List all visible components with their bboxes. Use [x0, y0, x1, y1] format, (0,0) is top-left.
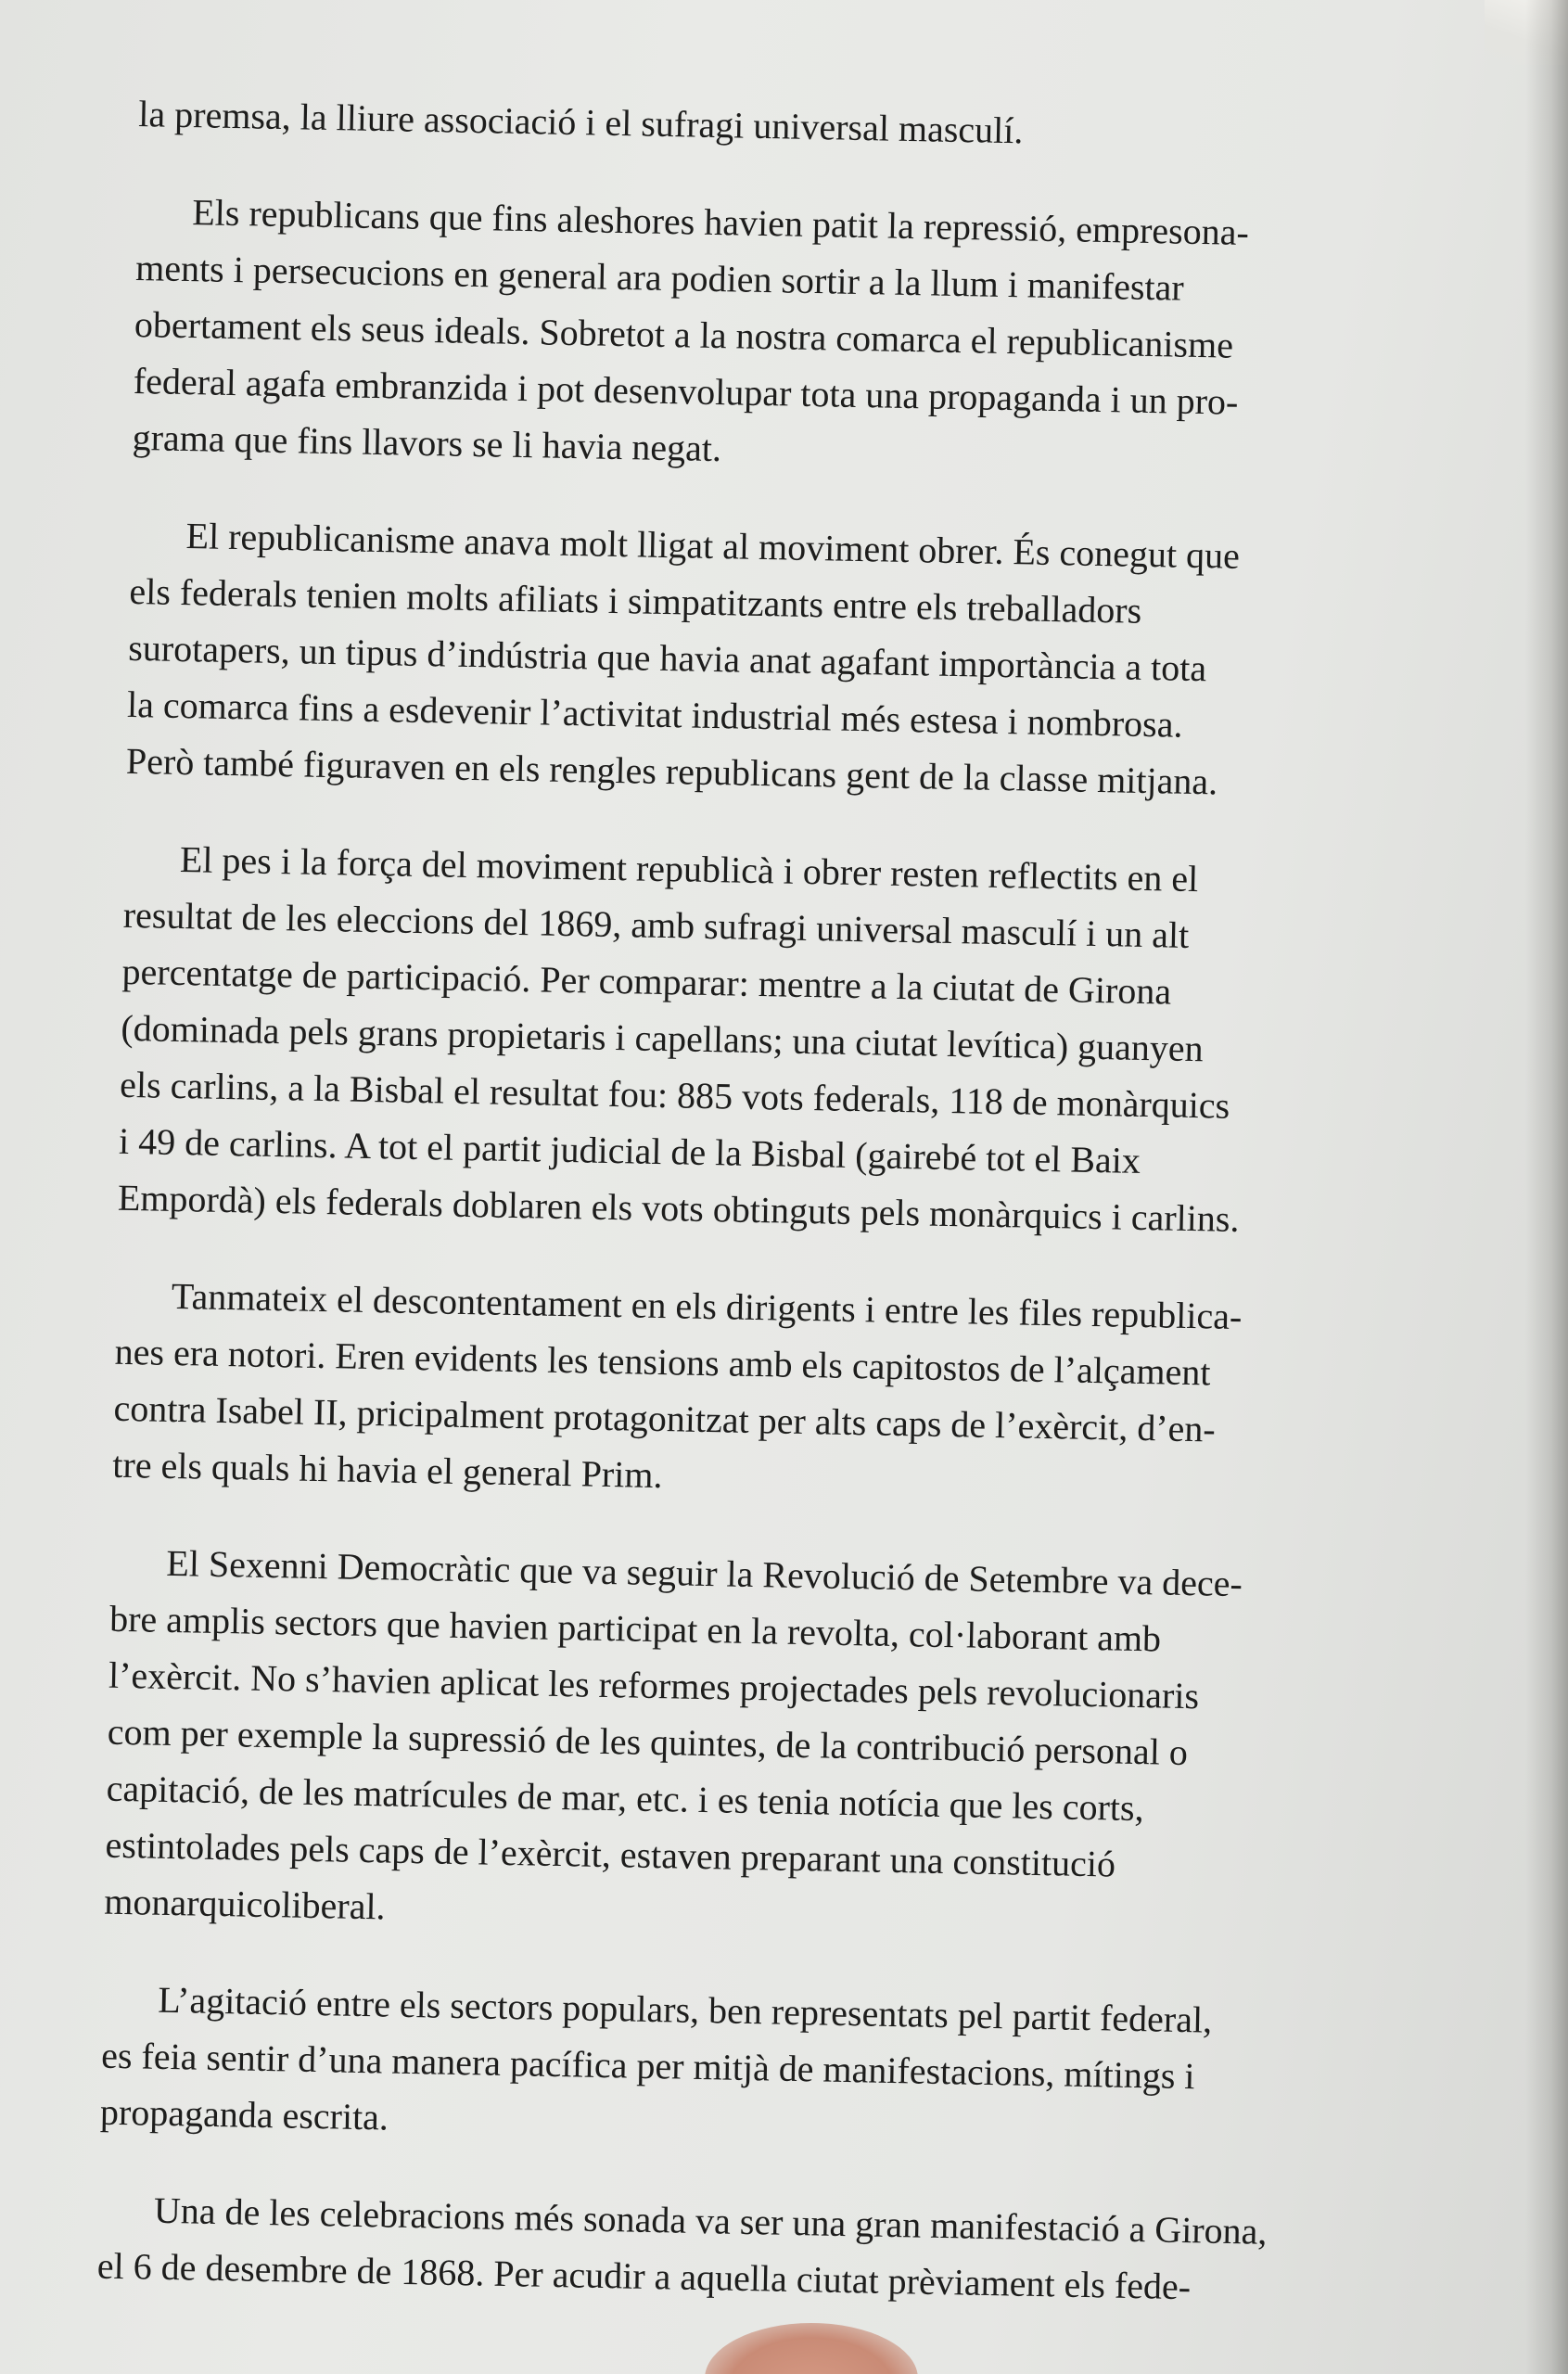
text-line: contra Isabel II, pricipalment protagonitzat per alts caps de l’exèrcit, d’en- [113, 1386, 1217, 1450]
text-line: l’exèrcit. No s’havien aplicat les reformes projectades pels revolucionaris [108, 1653, 1200, 1717]
paragraph-7 [99, 1971, 1465, 2166]
text-line: el 6 de desembre de 1868. Per acudir a aquella ciutat prèviament els fede- [96, 2244, 1192, 2308]
text-line: els federals tenien molts afiliats i simpatitzants entre els treballadors [129, 569, 1142, 632]
text-line: propaganda escrita. [99, 2090, 389, 2138]
paragraph-3 [125, 506, 1494, 815]
text-line: estintolades pels caps de l’exèrcit, estaven preparant una constitució [105, 1823, 1116, 1885]
text-line: percentatge de participació. Per comparar: mentre a la ciutat de Girona [121, 950, 1172, 1013]
body-text [96, 85, 1501, 2361]
text-line: Tanmateix el descontentament en els dirigents i entre les files republica- [171, 1274, 1243, 1338]
text-line: bre amplis sectors que havien participat en la revolta, col·laborant amb [108, 1597, 1162, 1660]
text-line: tre els quals hi havia el general Prim. [112, 1443, 663, 1497]
text-line: (dominada pels grans propietaris i capellans; una ciutat levítica) guanyen [121, 1006, 1205, 1070]
paragraph-5 [112, 1267, 1479, 1519]
paragraph-4 [117, 830, 1487, 1252]
paragraph-1 [138, 85, 1502, 168]
text-line: com per exemple la supressió de les quintes, de la contribució personal o [107, 1710, 1189, 1774]
text-line: Els republicans que fins aleshores havien patit la repressió, empresona- [191, 191, 1250, 254]
text-line: la premsa, la lliure associació i el sufragi universal masculí. [137, 92, 1024, 152]
text-line: nes era notori. Eren evidents les tensions amb els capitostos de l’alçament [114, 1330, 1211, 1394]
text-line: els carlins, a la Bisbal el resultat fou: 885 vots federals, 118 de monàrquics [119, 1063, 1230, 1127]
text-line: la comarca fins a esdevenir l’activitat industrial més estesa i nombrosa. [126, 683, 1183, 746]
text-line: Però també figuraven en els rengles republicans gent de la classe mitjana. [125, 739, 1218, 803]
text-line: federal agafa embranzida i pot desenvolupar tota una propaganda i un pro- [133, 359, 1239, 423]
page-edge-shadow [1525, 0, 1568, 2374]
text-line: obertament els seus ideals. Sobretot a la nostra comarca el republicanisme [134, 302, 1234, 366]
text-line: ments i persecucions en general ara podien sortir a la llum i manifestar [134, 246, 1185, 309]
text-line: El republicanisme anava molt lligat al moviment obrer. És conegut que [185, 515, 1241, 577]
text-line: El pes i la força del moviment republicà i obrer resten reflectits en el [179, 838, 1199, 900]
text-line: monarquicoliberal. [103, 1880, 387, 1928]
text-line: resultat de les eleccions del 1869, amb sufragi universal masculí i un alt [122, 893, 1190, 956]
text-line: surotapers, un tipus d’indústria que havia anat agafant importància a tota [127, 626, 1207, 690]
text-line: i 49 de carlins. A tot el partit judicial de la Bisbal (gairebé tot el Baix [118, 1119, 1141, 1181]
paragraph-8 [96, 2181, 1461, 2320]
text-line: capitació, de les matrícules de mar, etc. i es tenia notícia que les corts, [106, 1767, 1145, 1830]
text-line: grama que fins llavors se li havia negat. [132, 415, 722, 470]
text-line: es feia sentir d’una manera pacífica per mitjà de manifestacions, mítings i [100, 2034, 1195, 2098]
paragraph-6 [104, 1534, 1474, 1956]
text-line: El Sexenni Democràtic que va seguir la Revolució de Setembre va dece- [165, 1541, 1243, 1605]
text-line: Empordà) els federals doblaren els vots obtinguts pels monàrquics i carlins. [117, 1176, 1240, 1240]
paragraph-2 [132, 183, 1500, 491]
text-line: Una de les celebracions més sonada va ser una gran manifestació a Girona, [153, 2189, 1268, 2253]
text-line: L’agitació entre els sectors populars, ben representats pel partit federal, [157, 1978, 1213, 2041]
